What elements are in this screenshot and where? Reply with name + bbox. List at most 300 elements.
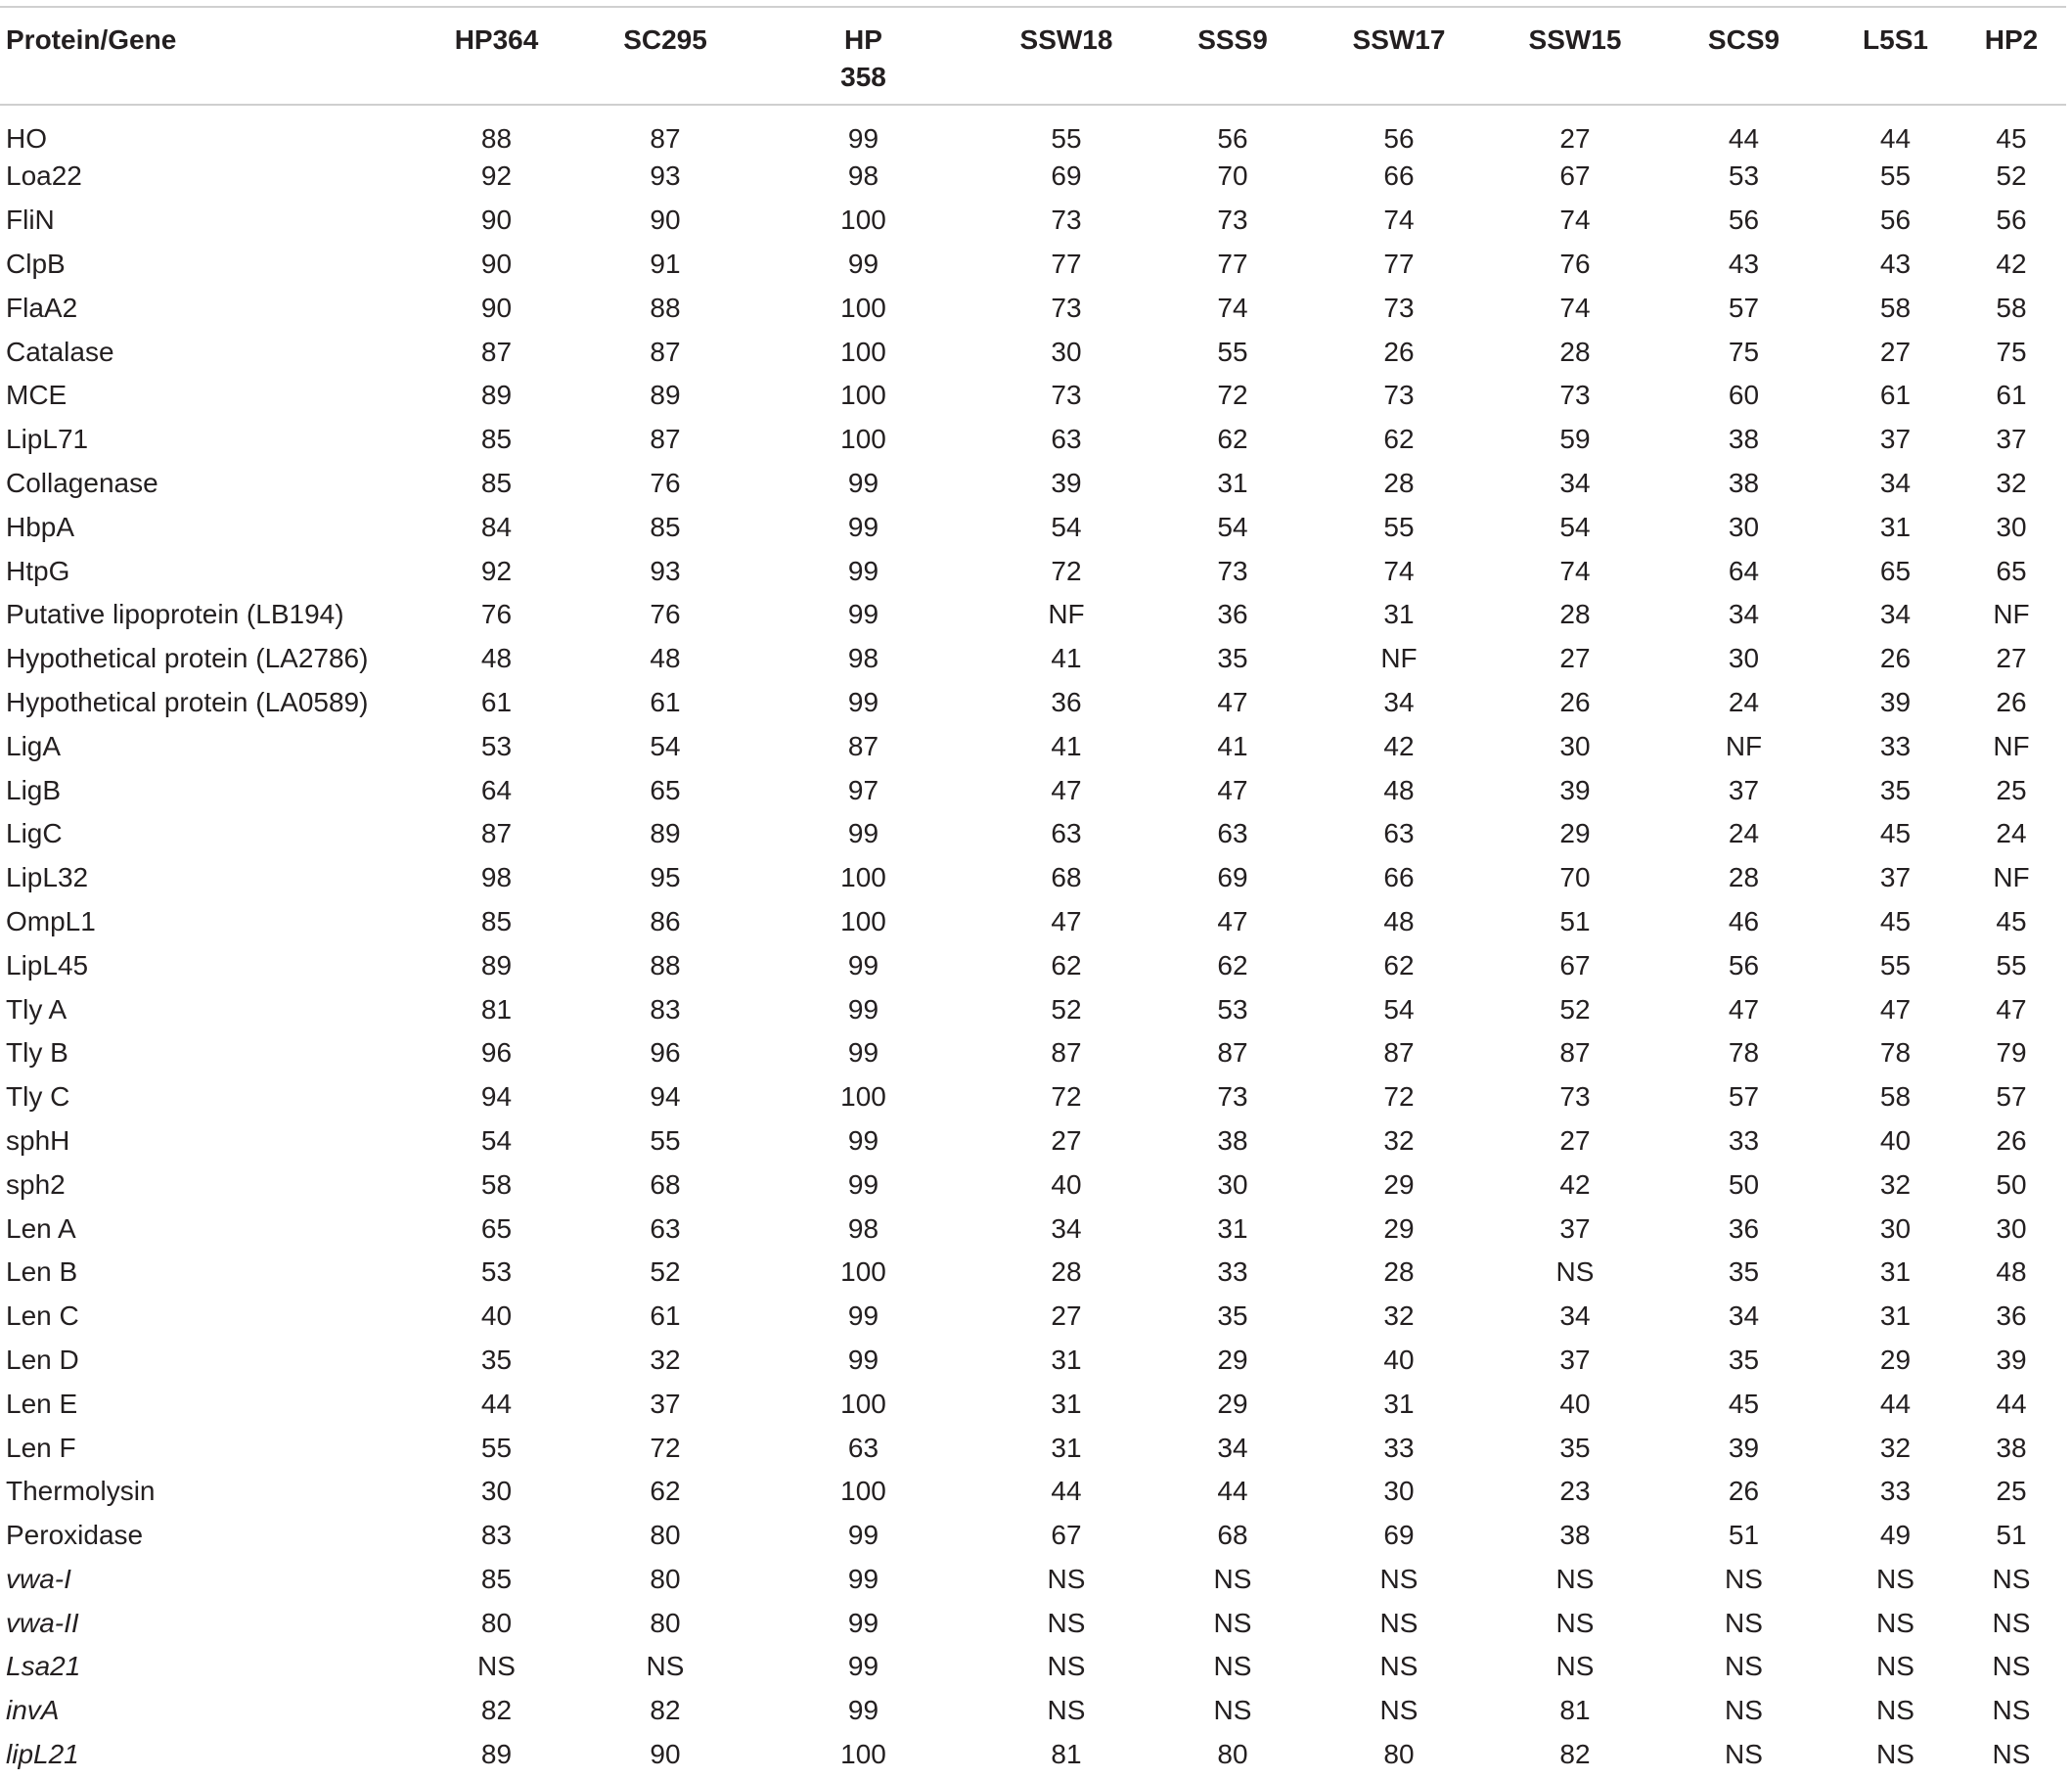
- value-cell: 88: [480, 123, 513, 154]
- value-cell: 32: [1383, 1124, 1415, 1156]
- value-cell: 89: [650, 380, 681, 411]
- value-cell: 72: [1051, 1081, 1082, 1113]
- value-cell: 99: [847, 949, 879, 981]
- value-cell: 49: [1879, 1520, 1912, 1551]
- table-header: [0, 7, 2066, 105]
- value-cell: 29: [1383, 1168, 1415, 1200]
- value-cell: 26: [1559, 686, 1591, 717]
- header-label: HP364: [454, 24, 539, 55]
- value-cell: 78: [1879, 1037, 1912, 1069]
- row-protein-gene-cell: LipL71: [6, 424, 89, 455]
- value-cell: 100: [840, 1081, 886, 1113]
- value-cell: 34: [1217, 1432, 1248, 1463]
- value-cell: 80: [650, 1563, 681, 1594]
- value-cell: 33: [1879, 1476, 1912, 1507]
- value-cell: 47: [1217, 686, 1248, 717]
- value-cell: 24: [1728, 686, 1760, 717]
- row-protein-gene-cell: Lsa21: [6, 1651, 81, 1682]
- value-cell: 45: [1879, 905, 1912, 936]
- value-cell: 35: [1728, 1256, 1760, 1288]
- value-cell: 99: [847, 1344, 879, 1375]
- value-cell: 98: [847, 1212, 879, 1244]
- value-cell: 31: [1383, 1388, 1415, 1419]
- value-cell: 85: [650, 511, 681, 542]
- value-cell: 80: [650, 1520, 681, 1551]
- value-cell: 65: [1879, 555, 1912, 586]
- value-cell: 48: [650, 643, 681, 674]
- value-cell: 73: [1383, 380, 1415, 411]
- value-cell: 30: [1879, 1212, 1912, 1244]
- table-row: [0, 724, 2066, 768]
- row-protein-gene-cell: LipL32: [6, 862, 89, 893]
- value-cell: 24: [1996, 818, 2027, 849]
- value-cell: 95: [650, 862, 681, 893]
- value-cell: NS: [1213, 1695, 1252, 1726]
- value-cell: 28: [1559, 336, 1591, 367]
- value-cell: 47: [1996, 993, 2027, 1025]
- row-protein-gene-cell: Len D: [6, 1344, 79, 1375]
- value-cell: 91: [650, 248, 681, 279]
- value-cell: 99: [847, 1124, 879, 1156]
- value-cell: 79: [1996, 1037, 2027, 1069]
- value-cell: NS: [1992, 1651, 2031, 1682]
- value-cell: 88: [650, 949, 681, 981]
- value-cell: 73: [1217, 205, 1248, 236]
- value-cell: 38: [1217, 1124, 1248, 1156]
- table-row: [0, 105, 2066, 155]
- value-cell: 87: [650, 123, 681, 154]
- value-cell: NS: [1047, 1695, 1086, 1726]
- table-row: [0, 856, 2066, 900]
- header-label: Protein/Gene: [6, 24, 177, 55]
- value-cell: 99: [847, 511, 879, 542]
- header-label: SSW17: [1352, 24, 1446, 55]
- row-protein-gene-cell: lipL21: [6, 1739, 79, 1770]
- value-cell: 44: [1051, 1476, 1082, 1507]
- value-cell: 69: [1051, 160, 1082, 192]
- value-cell: 40: [1051, 1168, 1082, 1200]
- header-scs9: [1653, 7, 1834, 105]
- value-cell: 47: [1217, 774, 1248, 805]
- value-cell: 31: [1051, 1344, 1082, 1375]
- row-protein-gene-cell: Loa22: [6, 160, 82, 192]
- row-protein-gene-cell: Tly C: [6, 1081, 70, 1113]
- row-protein-gene-cell: Thermolysin: [6, 1476, 156, 1507]
- value-cell: 80: [480, 1607, 513, 1638]
- row-protein-gene-cell: FliN: [6, 205, 55, 236]
- value-cell: 99: [847, 993, 879, 1025]
- value-cell: 64: [480, 774, 513, 805]
- value-cell: 99: [847, 1300, 879, 1332]
- value-cell: 28: [1383, 1256, 1415, 1288]
- value-cell: 73: [1383, 292, 1415, 323]
- row-protein-gene-cell: invA: [6, 1695, 60, 1726]
- value-cell: 35: [480, 1344, 513, 1375]
- value-cell: 83: [480, 1520, 513, 1551]
- value-cell: 96: [650, 1037, 681, 1069]
- value-cell: 31: [1879, 1256, 1912, 1288]
- value-cell: NS: [1555, 1256, 1595, 1288]
- row-protein-gene-cell: MCE: [6, 380, 68, 411]
- value-cell: 62: [1217, 424, 1248, 455]
- value-cell: 89: [480, 949, 513, 981]
- value-cell: 77: [1217, 248, 1248, 279]
- value-cell: 70: [1559, 862, 1591, 893]
- value-cell: 65: [650, 774, 681, 805]
- value-cell: 56: [1217, 123, 1248, 154]
- value-cell: 35: [1217, 1300, 1248, 1332]
- row-protein-gene-cell: ClpB: [6, 248, 66, 279]
- value-cell: 56: [1996, 205, 2027, 236]
- value-cell: 51: [1559, 905, 1591, 936]
- value-cell: 100: [840, 1476, 886, 1507]
- value-cell: 28: [1383, 467, 1415, 498]
- value-cell: 81: [1051, 1739, 1082, 1770]
- value-cell: 34: [1728, 599, 1760, 630]
- row-protein-gene-cell: Len B: [6, 1256, 78, 1288]
- table-row: [0, 900, 2066, 944]
- value-cell: NS: [477, 1651, 516, 1682]
- value-cell: 81: [1559, 1695, 1591, 1726]
- table-row: [0, 1645, 2066, 1689]
- value-cell: 85: [480, 424, 513, 455]
- value-cell: 26: [1879, 643, 1912, 674]
- value-cell: NS: [1213, 1607, 1252, 1638]
- value-cell: 34: [1728, 1300, 1760, 1332]
- header-label: HP2: [1984, 24, 2039, 55]
- comparison-table: [0, 6, 2066, 1776]
- row-protein-gene-cell: FlaA2: [6, 292, 78, 323]
- value-cell: 89: [650, 818, 681, 849]
- value-cell: NS: [1213, 1563, 1252, 1594]
- value-cell: 72: [1051, 555, 1082, 586]
- value-cell: 54: [480, 1124, 513, 1156]
- value-cell: 80: [1217, 1739, 1248, 1770]
- row-protein-gene-cell: Putative lipoprotein (LB194): [6, 599, 344, 630]
- value-cell: NF: [1048, 599, 1085, 630]
- value-cell: NF: [1380, 643, 1418, 674]
- value-cell: 73: [1217, 1081, 1248, 1113]
- value-cell: 72: [1383, 1081, 1415, 1113]
- value-cell: 30: [480, 1476, 513, 1507]
- value-cell: 35: [1559, 1432, 1591, 1463]
- value-cell: 63: [1217, 818, 1248, 849]
- value-cell: 73: [1559, 380, 1591, 411]
- value-cell: 68: [1217, 1520, 1248, 1551]
- value-cell: 44: [1879, 1388, 1912, 1419]
- value-cell: NS: [1379, 1695, 1419, 1726]
- value-cell: 62: [650, 1476, 681, 1507]
- value-cell: 32: [1996, 467, 2027, 498]
- table-row: [0, 593, 2066, 637]
- value-cell: 85: [480, 1563, 513, 1594]
- value-cell: 47: [1879, 993, 1912, 1025]
- value-cell: 80: [650, 1607, 681, 1638]
- value-cell: 26: [1728, 1476, 1760, 1507]
- value-cell: 77: [1383, 248, 1415, 279]
- value-cell: 41: [1051, 730, 1082, 761]
- value-cell: 76: [1559, 248, 1591, 279]
- row-protein-gene-cell: sphH: [6, 1124, 70, 1156]
- value-cell: 38: [1996, 1432, 2027, 1463]
- table-row: [0, 1514, 2066, 1558]
- value-cell: 37: [1996, 424, 2027, 455]
- value-cell: 54: [650, 730, 681, 761]
- value-cell: 99: [847, 1651, 879, 1682]
- value-cell: 98: [847, 643, 879, 674]
- value-cell: 74: [1383, 555, 1415, 586]
- value-cell: 100: [840, 862, 886, 893]
- table-body: [0, 105, 2066, 1776]
- table-row: [0, 1163, 2066, 1207]
- row-protein-gene-cell: Collagenase: [6, 467, 158, 498]
- value-cell: 75: [1728, 336, 1760, 367]
- header-ssw17: [1301, 7, 1497, 105]
- value-cell: 82: [1559, 1739, 1591, 1770]
- value-cell: NS: [1725, 1739, 1763, 1770]
- value-cell: 85: [480, 905, 513, 936]
- value-cell: 34: [1383, 686, 1415, 717]
- value-cell: 72: [1217, 380, 1248, 411]
- value-cell: 78: [1728, 1037, 1760, 1069]
- value-cell: 99: [847, 123, 879, 154]
- table-row: [0, 1470, 2066, 1514]
- value-cell: 100: [840, 424, 886, 455]
- value-cell: 38: [1728, 424, 1760, 455]
- value-cell: 34: [1559, 467, 1591, 498]
- value-cell: 45: [1728, 1388, 1760, 1419]
- row-protein-gene-cell: sph2: [6, 1168, 66, 1200]
- value-cell: 26: [1996, 1124, 2027, 1156]
- value-cell: 54: [1217, 511, 1248, 542]
- value-cell: 99: [847, 1037, 879, 1069]
- value-cell: 100: [840, 380, 886, 411]
- value-cell: 98: [480, 862, 513, 893]
- table-row: [0, 330, 2066, 374]
- value-cell: 60: [1728, 380, 1760, 411]
- header-ssw18: [968, 7, 1164, 105]
- value-cell: 44: [480, 1388, 513, 1419]
- value-cell: 87: [1217, 1037, 1248, 1069]
- value-cell: 69: [1217, 862, 1248, 893]
- value-cell: NS: [1876, 1739, 1914, 1770]
- value-cell: 48: [1383, 774, 1415, 805]
- table-row: [0, 1426, 2066, 1470]
- table-row: [0, 1382, 2066, 1426]
- value-cell: 37: [1879, 424, 1912, 455]
- value-cell: 63: [650, 1212, 681, 1244]
- value-cell: 54: [1559, 511, 1591, 542]
- value-cell: 37: [1728, 774, 1760, 805]
- value-cell: 76: [650, 467, 681, 498]
- value-cell: 55: [1996, 949, 2027, 981]
- value-cell: NS: [1992, 1739, 2031, 1770]
- value-cell: NS: [1725, 1563, 1763, 1594]
- value-cell: 100: [840, 1256, 886, 1288]
- value-cell: 69: [1383, 1520, 1415, 1551]
- value-cell: 37: [1559, 1344, 1591, 1375]
- value-cell: 44: [1996, 1388, 2027, 1419]
- value-cell: 90: [650, 1739, 681, 1770]
- value-cell: 87: [480, 818, 513, 849]
- value-cell: 90: [480, 205, 513, 236]
- header-label: SCS9: [1707, 24, 1780, 55]
- row-protein-gene-cell: Peroxidase: [6, 1520, 144, 1551]
- value-cell: 99: [847, 467, 879, 498]
- value-cell: 93: [650, 555, 681, 586]
- value-cell: 52: [1051, 993, 1082, 1025]
- value-cell: 41: [1051, 643, 1082, 674]
- value-cell: 74: [1559, 555, 1591, 586]
- table-row: [0, 1295, 2066, 1339]
- value-cell: 30: [1728, 511, 1760, 542]
- value-cell: NS: [1725, 1607, 1763, 1638]
- value-cell: NS: [1047, 1607, 1086, 1638]
- value-cell: 61: [1996, 380, 2027, 411]
- row-protein-gene-cell: LigC: [6, 818, 63, 849]
- value-cell: 26: [1383, 336, 1415, 367]
- row-protein-gene-cell: Catalase: [6, 336, 114, 367]
- value-cell: NS: [1725, 1695, 1763, 1726]
- value-cell: 30: [1051, 336, 1082, 367]
- value-cell: 66: [1383, 862, 1415, 893]
- value-cell: 40: [1383, 1344, 1415, 1375]
- value-cell: 52: [650, 1256, 681, 1288]
- value-cell: 39: [1879, 686, 1912, 717]
- value-cell: 52: [1559, 993, 1591, 1025]
- row-protein-gene-cell: LigA: [6, 730, 62, 761]
- table-row: [0, 1031, 2066, 1075]
- value-cell: 97: [847, 774, 879, 805]
- value-cell: 37: [1559, 1212, 1591, 1244]
- value-cell: 29: [1383, 1212, 1415, 1244]
- value-cell: 89: [480, 1739, 513, 1770]
- value-cell: 32: [1879, 1432, 1912, 1463]
- value-cell: 96: [480, 1037, 513, 1069]
- header-row: [0, 7, 2066, 105]
- value-cell: 38: [1559, 1520, 1591, 1551]
- value-cell: 25: [1996, 774, 2027, 805]
- row-protein-gene-cell: LigB: [6, 774, 62, 805]
- value-cell: NS: [1876, 1607, 1914, 1638]
- value-cell: 99: [847, 1168, 879, 1200]
- table-row: [0, 1558, 2066, 1602]
- value-cell: 44: [1217, 1476, 1248, 1507]
- value-cell: 58: [1996, 292, 2027, 323]
- value-cell: 55: [1051, 123, 1082, 154]
- value-cell: 45: [1879, 818, 1912, 849]
- value-cell: 38: [1728, 467, 1760, 498]
- header-label: HP 358: [840, 24, 886, 92]
- value-cell: 36: [1728, 1212, 1760, 1244]
- value-cell: 67: [1559, 160, 1591, 192]
- value-cell: 35: [1728, 1344, 1760, 1375]
- value-cell: 55: [480, 1432, 513, 1463]
- value-cell: 51: [1728, 1520, 1760, 1551]
- value-cell: 86: [650, 905, 681, 936]
- value-cell: 100: [840, 905, 886, 936]
- header-label: SSS9: [1197, 24, 1268, 55]
- value-cell: NS: [1379, 1651, 1419, 1682]
- value-cell: 51: [1996, 1520, 2027, 1551]
- value-cell: 56: [1879, 205, 1912, 236]
- table-row: [0, 812, 2066, 856]
- value-cell: 57: [1728, 292, 1760, 323]
- value-cell: 76: [650, 599, 681, 630]
- value-cell: 44: [1879, 123, 1912, 154]
- value-cell: 77: [1051, 248, 1082, 279]
- value-cell: NS: [1555, 1607, 1595, 1638]
- value-cell: 88: [650, 292, 681, 323]
- header-protein-gene: [0, 7, 421, 105]
- value-cell: 73: [1051, 205, 1082, 236]
- table-row: [0, 1733, 2066, 1777]
- table-row: [0, 681, 2066, 725]
- value-cell: 31: [1879, 1300, 1912, 1332]
- header-label: L5S1: [1863, 24, 1928, 55]
- value-cell: 29: [1217, 1344, 1248, 1375]
- value-cell: 67: [1051, 1520, 1082, 1551]
- value-cell: 59: [1559, 424, 1591, 455]
- value-cell: 58: [1879, 292, 1912, 323]
- row-protein-gene-cell: Len A: [6, 1212, 76, 1244]
- value-cell: 55: [1383, 511, 1415, 542]
- row-protein-gene-cell: Tly A: [6, 993, 68, 1025]
- value-cell: 87: [1051, 1037, 1082, 1069]
- header-ssw15: [1497, 7, 1653, 105]
- value-cell: 33: [1728, 1124, 1760, 1156]
- value-cell: NS: [1876, 1695, 1914, 1726]
- value-cell: NS: [1213, 1651, 1252, 1682]
- value-cell: 65: [1996, 555, 2027, 586]
- value-cell: 99: [847, 599, 879, 630]
- value-cell: 29: [1559, 818, 1591, 849]
- row-protein-gene-cell: Hypothetical protein (LA0589): [6, 686, 369, 717]
- value-cell: 58: [1879, 1081, 1912, 1113]
- value-cell: 24: [1728, 818, 1760, 849]
- value-cell: 35: [1217, 643, 1248, 674]
- value-cell: 81: [480, 993, 513, 1025]
- table-row: [0, 637, 2066, 681]
- value-cell: 73: [1217, 555, 1248, 586]
- value-cell: 42: [1996, 248, 2027, 279]
- value-cell: 72: [650, 1432, 681, 1463]
- value-cell: 94: [480, 1081, 513, 1113]
- row-protein-gene-cell: LipL45: [6, 949, 89, 981]
- table-row: [0, 1075, 2066, 1119]
- value-cell: NS: [1876, 1651, 1914, 1682]
- value-cell: 34: [1559, 1300, 1591, 1332]
- value-cell: 33: [1383, 1432, 1415, 1463]
- value-cell: 56: [1383, 123, 1415, 154]
- value-cell: NS: [1047, 1651, 1086, 1682]
- value-cell: 56: [1728, 949, 1760, 981]
- value-cell: 57: [1728, 1081, 1760, 1113]
- value-cell: 98: [847, 160, 879, 192]
- value-cell: 29: [1217, 1388, 1248, 1419]
- value-cell: 63: [847, 1432, 879, 1463]
- value-cell: NF: [1993, 730, 2030, 761]
- value-cell: 100: [840, 1388, 886, 1419]
- value-cell: NF: [1993, 599, 2030, 630]
- row-protein-gene-cell: OmpL1: [6, 905, 96, 936]
- value-cell: 82: [480, 1695, 513, 1726]
- value-cell: 58: [480, 1168, 513, 1200]
- value-cell: 82: [650, 1695, 681, 1726]
- value-cell: 61: [480, 686, 513, 717]
- table-row: [0, 1251, 2066, 1295]
- value-cell: 36: [1996, 1300, 2027, 1332]
